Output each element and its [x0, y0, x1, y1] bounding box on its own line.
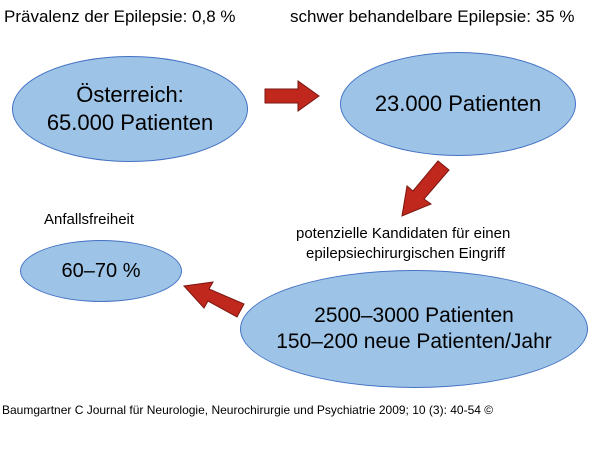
up-left-arrow-shape [184, 282, 244, 317]
up-left-arrow-icon [182, 276, 246, 320]
surgery-candidates-line1: 2500–3000 Patienten [314, 304, 514, 327]
citation: Baumgartner C Journal für Neurologie, Neurochirurgie und Psychiatrie 2009; 10 (3): 40-54 © [2, 403, 494, 417]
seizure-free-rate-ellipse [20, 240, 182, 302]
refractory-patients-ellipse [340, 52, 576, 156]
surgery-candidates-line2: 150–200 neue Patienten/Jahr [276, 330, 552, 353]
right-arrow-icon [264, 80, 320, 112]
seizure-freedom-label: Anfallsfreiheit [44, 211, 135, 228]
right-arrow-shape [265, 81, 319, 111]
down-left-arrow-shape [402, 161, 449, 216]
prevalence-label: Prävalenz der Epilepsie: 0,8 % [4, 7, 236, 26]
austria-patients-ellipse [12, 56, 248, 162]
seizure-free-rate-text: 60–70 % [61, 259, 141, 282]
candidates-label-line2: epilepsiechirurgischen Eingriff [306, 245, 505, 262]
austria-line2: 65.000 Patienten [46, 110, 214, 135]
refractory-label: schwer behandelbare Epilepsie: 35 % [290, 7, 575, 26]
candidates-label-line1: potenzielle Kandidaten für einen [296, 225, 511, 242]
surgery-candidates-ellipse [240, 270, 588, 388]
austria-line1: Österreich: [76, 82, 184, 107]
down-left-arrow-icon [396, 160, 456, 220]
refractory-patients-text: 23.000 Patienten [374, 91, 542, 116]
